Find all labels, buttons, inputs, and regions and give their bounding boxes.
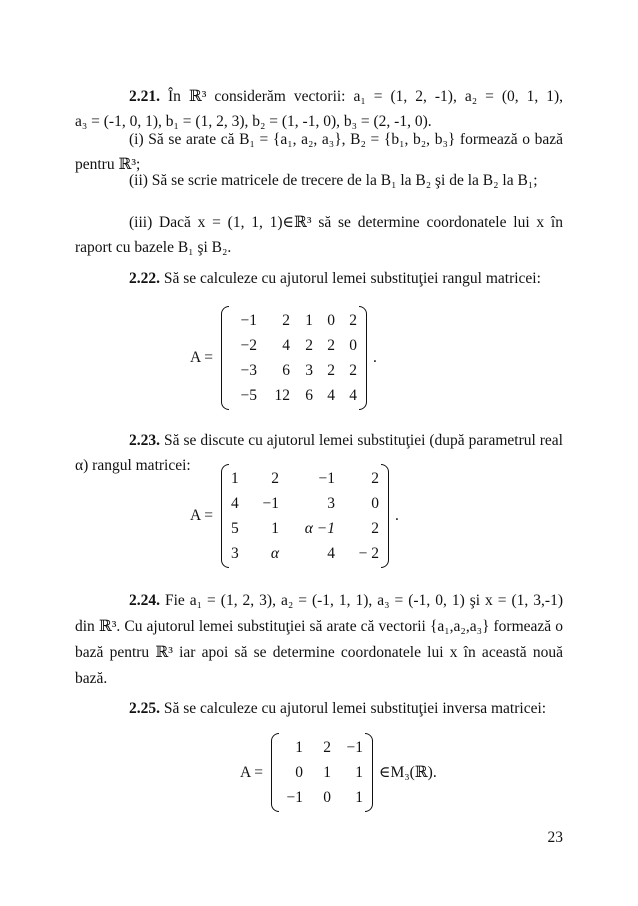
matrix-cell: 4 — [349, 386, 357, 404]
matrix-cell: 4 — [282, 336, 290, 354]
matrix-cell: 12 — [274, 386, 290, 404]
matrix-cell: −1 — [262, 494, 279, 512]
matrix-cell: −2 — [240, 336, 257, 354]
matrix-cell: 4 — [327, 544, 335, 562]
problem-number: 2.24. — [129, 592, 160, 609]
matrix-row — [281, 735, 363, 760]
matrix-cell: −1 — [346, 738, 363, 756]
matrix-cell: −1 — [318, 469, 335, 487]
matrix-cell: −1 — [286, 788, 303, 806]
problem-2-21-part-ii: (ii) Să se scrie matricele de trecere de la B₁ la B₂ şi de la B₂ la B₁; — [129, 172, 538, 189]
matrix-row — [281, 785, 363, 810]
matrix-row — [281, 760, 363, 785]
problem-number: 2.23. — [129, 432, 160, 449]
matrix-cell: 2 — [305, 336, 313, 354]
matrix-cell: 0 — [371, 494, 379, 512]
matrix-2-25 — [240, 735, 437, 810]
matrix-cell: 5 — [230, 519, 239, 537]
matrix-cell: 1 — [355, 763, 363, 781]
matrix-cell: 1 — [355, 788, 363, 806]
matrix-cell: 1 — [230, 469, 239, 487]
matrix-lhs: A = — [190, 507, 213, 524]
matrix-cell: 1 — [305, 311, 313, 329]
matrix-cell: −5 — [240, 386, 257, 404]
matrix-cell: 1 — [271, 519, 279, 537]
matrix-row — [231, 516, 379, 541]
matrix-row — [231, 308, 357, 333]
matrix-cell: 2 — [349, 311, 357, 329]
problem-text: Să se calculeze cu ajutorul lemei substituţiei inversa matricei: — [160, 700, 547, 717]
matrix-cell: 2 — [271, 469, 279, 487]
matrix-cell: 6 — [282, 361, 290, 379]
matrix-cell: −3 — [240, 361, 257, 379]
matrix-cell: 3 — [305, 361, 313, 379]
problem-2-21-part-iii: (iii) Dacă x = (1, 1, 1)∈ℝ³ să se determine coordonatele lui x în raport cu bazele B₁ şi B₂. — [75, 214, 563, 256]
matrix-cell: 1 — [323, 763, 331, 781]
problem-text: Fie a₁ = (1, 2, 3), a₂ = (-1, 1, 1), a₃ = (-1, 0, 1) şi x = (1, 3,-1) din ℝ³. Cu ajutorul lemei substituţiei să arate că vectorii {a₁,a₂,a₃} formează o bază pentru ℝ³ iar apoi să se determine coordonatele lui x în această nouă bază. — [75, 592, 563, 687]
page-number: 23 — [547, 829, 563, 846]
matrix-cell: 4 — [327, 386, 335, 404]
matrix-row — [231, 358, 357, 383]
matrix-cell: 2 — [323, 738, 331, 756]
matrix-row — [231, 383, 357, 408]
matrix-body — [271, 735, 373, 810]
matrix-cell: 2 — [327, 336, 335, 354]
problem-number: 2.21. — [129, 88, 160, 105]
matrix-cell: − 2 — [358, 544, 379, 562]
matrix-row — [231, 333, 357, 358]
matrix-cell: α — [270, 544, 279, 562]
matrix-cell: 0 — [327, 311, 335, 329]
problem-number: 2.22. — [129, 270, 160, 287]
matrix-cell: 1 — [295, 738, 303, 756]
matrix-cell: 2 — [282, 311, 290, 329]
matrix-2-23 — [190, 466, 399, 566]
problem-2-25-text — [75, 696, 563, 721]
matrix-cell: 2 — [371, 469, 379, 487]
matrix-2-22 — [190, 308, 377, 408]
matrix-rhs: . — [394, 507, 399, 524]
problem-2-21-line1 — [75, 84, 563, 109]
problem-2-21-part-i: (i) Să se arate că B₁ = {a₁, a₂, a₃}, B₂ = {b₁, b₂, b₃} formează o bază pentru ℝ³; — [75, 131, 563, 173]
matrix-cell: 2 — [349, 361, 357, 379]
problem-text: Să se calculeze cu ajutorul lemei substituţiei rangul matricei: — [160, 270, 541, 287]
problem-number: 2.25. — [129, 700, 160, 717]
matrix-cell: 0 — [323, 788, 331, 806]
matrix-cell: 2 — [327, 361, 335, 379]
matrix-cell: 0 — [295, 763, 303, 781]
matrix-body — [221, 308, 367, 408]
matrix-cell: α −1 — [304, 519, 335, 537]
matrix-cell: 3 — [230, 544, 239, 562]
matrix-lhs: A = — [240, 763, 263, 781]
problem-text: În ℝ³ considerăm vectorii: a₁ = (1, 2, -1), a₂ = (0, 1, 1), — [160, 88, 563, 105]
matrix-cell: 4 — [230, 494, 239, 512]
matrix-row — [231, 541, 379, 566]
matrix-cell: 2 — [371, 519, 379, 537]
matrix-body — [221, 466, 389, 566]
matrix-lhs: A = — [190, 349, 213, 366]
matrix-row — [231, 491, 379, 516]
matrix-cell: 3 — [327, 494, 335, 512]
problem-2-24-text — [75, 588, 563, 692]
problem-text: Să se discute cu ajutorul lemei substituţiei (după parametrul real α) rangul matricei: — [75, 432, 563, 474]
problem-2-21-line2: a₃ = (-1, 0, 1), b₁ = (1, 2, 3), b₂ = (1, -1, 0), b₃ = (2, -1, 0). — [75, 113, 432, 130]
matrix-rhs: ∈M₃(ℝ). — [378, 764, 437, 781]
problem-2-22-text — [75, 266, 563, 291]
matrix-cell: −1 — [240, 311, 257, 329]
matrix-rhs: . — [372, 349, 377, 366]
matrix-cell: 0 — [349, 336, 357, 354]
matrix-cell: 6 — [305, 386, 313, 404]
matrix-row — [231, 466, 379, 491]
